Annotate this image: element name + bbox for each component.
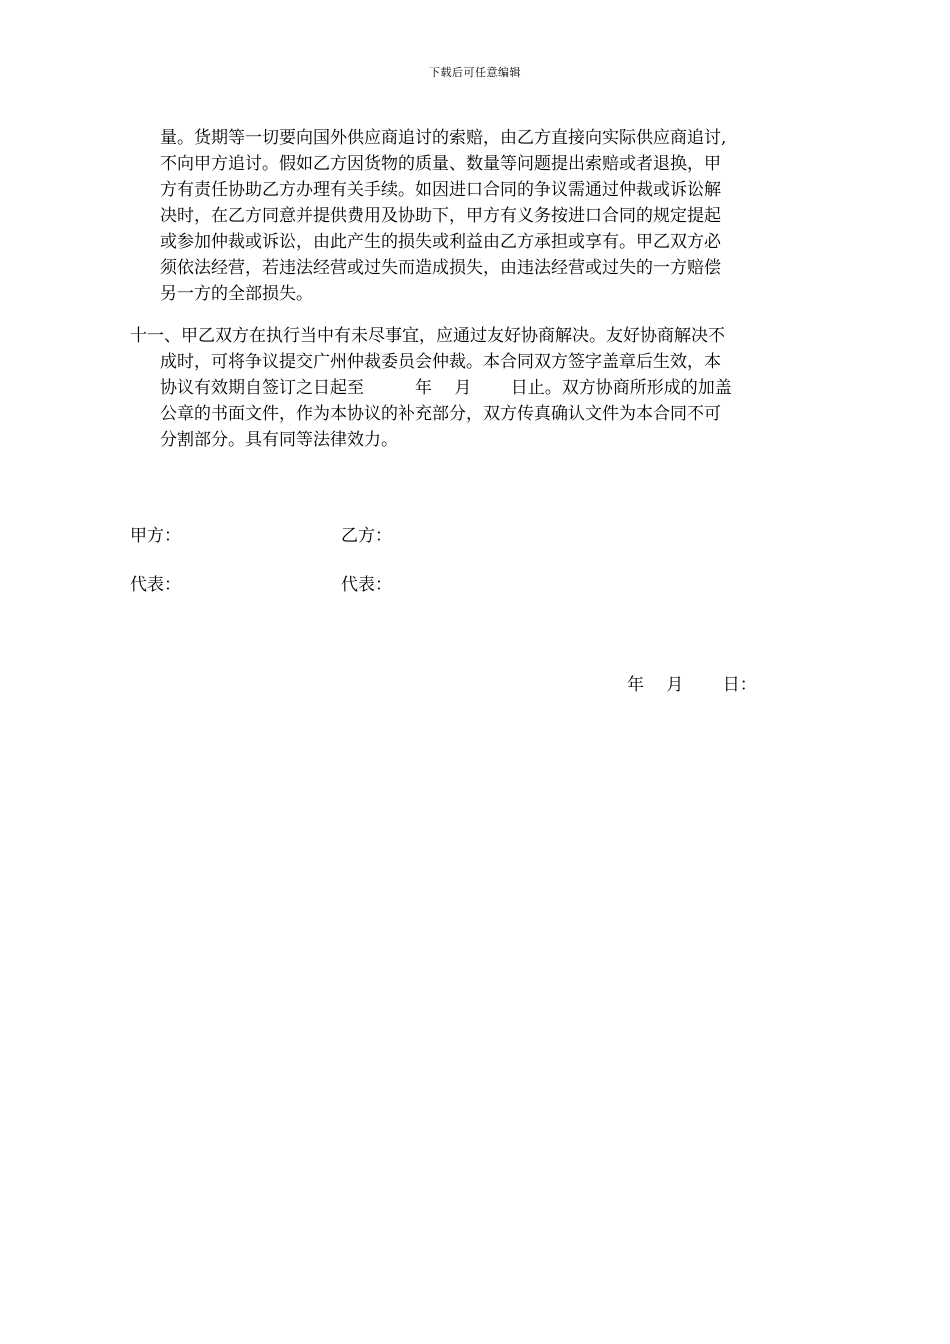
paragraph-line: 决时，在乙方同意并提供费用及协助下，甲方有义务按进口合同的规定提起 — [160, 206, 721, 226]
clause-line: 成时，可将争议提交广州仲裁委员会仲裁。本合同双方签字盖章后生效，本 — [160, 352, 721, 372]
paragraph-line: 须依法经营，若违法经营或过失而造成损失，由违法经营或过失的一方赔偿 — [160, 258, 721, 278]
party-b-label: 乙方： — [341, 526, 392, 546]
page-header: 下载后可任意编辑 — [429, 66, 521, 79]
representative-b-label: 代表： — [341, 575, 392, 595]
clause-line: 公章的书面文件，作为本协议的补充部分，双方传真确认文件为本合同不可 — [160, 404, 721, 424]
clause-first-line: 十一、甲乙双方在执行当中有未尽事宜，应通过友好协商解决。友好协商解决不 — [130, 326, 725, 346]
party-a-label: 甲方： — [130, 526, 181, 546]
clause-line: 分割部分。具有同等法律效力。 — [160, 430, 398, 450]
clause-line: 协议有效期自签订之日起至 年 月 日止。双方协商所形成的加盖 — [160, 378, 732, 398]
paragraph-line: 方有责任协助乙方办理有关手续。如因进口合同的争议需通过仲裁或诉讼解 — [160, 180, 721, 200]
contract-clause-eleven — [130, 323, 820, 453]
paragraph-line: 不向甲方追讨。假如乙方因货物的质量、数量等问题提出索赔或者退换，甲 — [160, 154, 721, 174]
paragraph-line: 量。货期等一切要向国外供应商追讨的索赔，由乙方直接向实际供应商追讨, — [160, 128, 727, 148]
paragraph-line: 或参加仲裁或诉讼，由此产生的损失或利益由乙方承担或享有。甲乙双方必 — [160, 232, 721, 252]
representative-a-label: 代表： — [130, 575, 181, 595]
paragraph-line: 另一方的全部损失。 — [160, 284, 313, 304]
signing-date-label: 年 月 日： — [627, 675, 757, 695]
contract-paragraph-continued — [160, 125, 810, 307]
